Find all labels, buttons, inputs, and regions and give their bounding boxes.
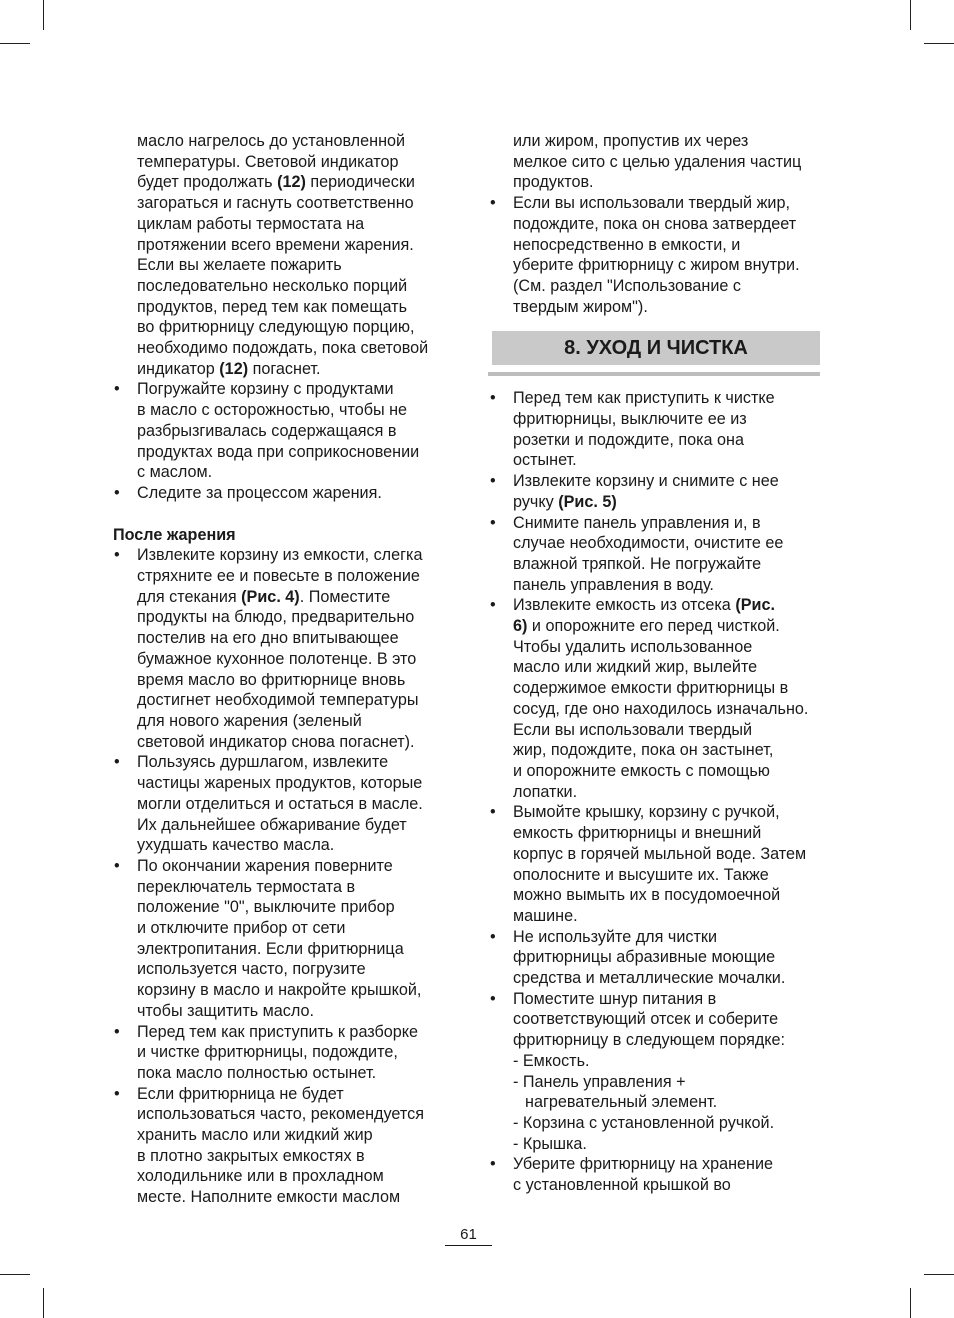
right-column: [489, 131, 825, 1196]
bullet-list: [489, 193, 825, 317]
section-title-text: 8. УХОД И ЧИСТКА: [564, 336, 748, 359]
crop-mark: [924, 1274, 954, 1275]
list-item: • Снимите панель управления и, в случае необходимости, очистите ее влажной тряпкой. Не погружайте панель управления в воду.: [490, 513, 784, 594]
list-item: • Не используйте для чистки фритюрницы абразивные моющие средства и металлические мочалки.: [490, 927, 786, 988]
bullet-icon: •: [114, 380, 120, 399]
intro-paragraph: масло нагрелось до установленной температуры. Световой индикатор будет продолжать (12) периодически загораться и гаснуть соответственно циклам работы термостата на протяжении всего времени жарения. Если вы желаете пожарить последовательно несколько порций продуктов, перед тем как помещать во фритюрницу следующую порцию, необходимо подождать, пока световой индикатор (12) погаснет.: [137, 132, 429, 378]
assembly-step: - Корзина с установленной ручкой.: [513, 1113, 775, 1132]
list-item: • Извлеките корзину и снимите с нее ручку (Рис. 5): [490, 472, 779, 511]
bold-reference: (12): [277, 173, 306, 192]
bold-reference: (Рис. 4): [241, 587, 300, 606]
section-title: [492, 331, 820, 365]
list-item: • Если фритюрница не будет использоваться часто, рекомендуется хранить масло или жидкий жир в плотно закрытых емкостях в холодильнике или в прохладном месте. Наполните емкости маслом: [114, 1084, 424, 1207]
list-item: • Следите за процессом жарения.: [114, 483, 382, 502]
bullet-icon: •: [114, 753, 120, 772]
subheading-after-frying: После жарения: [113, 525, 236, 544]
crop-mark: [43, 0, 44, 30]
crop-mark: [43, 1288, 44, 1318]
bullet-icon: •: [114, 1084, 120, 1103]
list-item: • Перед тем как приступить к чистке фритюрницы, выключите ее из розетки и подождите, пока она остынет.: [490, 389, 775, 470]
bullet-icon: •: [490, 389, 496, 408]
bullet-list: [489, 388, 825, 1051]
bullet-icon: •: [490, 513, 496, 532]
list-item: • По окончании жарения поверните переключатель термостата в положение "0", выключите прибор и отключите прибор от сети электропитания. Если фритюрница используется часто, погрузите корзину в масло и накройте крышкой, чтобы защитить масло.: [114, 856, 422, 1020]
assembly-step: - Панель управления +: [513, 1072, 686, 1091]
section-underline: [488, 372, 820, 376]
list-item: • Пользуясь дуршлагом, извлеките частицы жареных продуктов, которые могли отделиться и остаться в масле. Их дальнейшее обжаривание будет ухудшать качество масла.: [114, 753, 423, 855]
bullet-icon: •: [114, 483, 120, 502]
bullet-list: [113, 545, 453, 1208]
crop-mark: [0, 1274, 30, 1275]
bullet-icon: •: [490, 927, 496, 946]
bold-reference: (Рис. 5): [558, 492, 617, 511]
list-item: • Вымойте крышку, корзину с ручкой, емкость фритюрницы и внешний корпус в горячей мыльной воде. Затем ополосните и высушите их. Также можно вымыть их в посудомоечной машине.: [490, 803, 807, 925]
bullet-icon: •: [490, 803, 496, 822]
bullet-list: [113, 379, 453, 503]
crop-mark: [910, 1288, 911, 1318]
assembly-step: нагревательный элемент.: [525, 1093, 718, 1112]
bullet-icon: •: [114, 1022, 120, 1041]
page-number: 61: [445, 1226, 492, 1246]
bullet-icon: •: [490, 194, 496, 213]
assembly-list: [489, 1051, 825, 1155]
list-item: • Если вы использовали твердый жир, подождите, пока он снова затвердеет непосредственно в емкости, и уберите фритюрницу с жиром внутри. (См. раздел "Использование с твердым жиром").: [490, 194, 800, 316]
bullet-icon: •: [490, 596, 496, 615]
list-item: • Извлеките корзину из емкости, слегка стряхните ее и повесьте в положение для стекания (Рис. 4). Поместите продукты на блюдо, предварительно постелив на его дно впитывающее бумажное кухонное полотенце. В это время масло во фритюрнице вновь достигнет необходимой температуры для нового жарения (зеленый световой индикатор снова погаснет).: [114, 546, 423, 751]
bullet-list: [489, 1154, 825, 1195]
bullet-icon: •: [114, 546, 120, 565]
bullet-icon: •: [490, 989, 496, 1008]
list-item: • Поместите шнур питания в соответствующий отсек и соберите фритюрницу в следующем порядке:: [490, 989, 786, 1050]
bullet-icon: •: [490, 472, 496, 491]
bold-reference: (12): [219, 359, 249, 378]
assembly-step: - Емкость.: [513, 1051, 590, 1070]
bullet-icon: •: [114, 856, 120, 875]
crop-mark: [910, 0, 911, 30]
list-item: • Уберите фритюрницу на хранение с установленной крышкой во: [490, 1155, 774, 1195]
list-item: • Перед тем как приступить к разборке и чистке фритюрницы, подождите, пока масло полностью остынет.: [114, 1022, 419, 1082]
list-item: • Погружайте корзину с продуктами в масло с осторожностью, чтобы не разбрызгивалась содержащаяся в продуктах вода при соприкосновении с маслом.: [114, 380, 420, 482]
crop-mark: [924, 43, 954, 44]
bold-reference: 6): [513, 617, 528, 636]
bold-reference: (Рис.: [735, 596, 775, 615]
list-item: • Извлеките емкость из отсека (Рис. 6) и опорожните его перед чисткой. Чтобы удалить использованное масло или жидкий жир, вылейте содержимое емкости фритюрницы в сосуд, где оно находилось изначально. Если вы использовали твердый жир, подождите, пока он застынет, и опорожните емкость с помощью лопатки.: [490, 596, 809, 801]
intro-paragraph: или жиром, пропустив их через мелкое сито с целью удаления частиц продуктов.: [513, 132, 802, 192]
assembly-step: - Крышка.: [513, 1134, 587, 1153]
bullet-icon: •: [490, 1155, 496, 1174]
crop-mark: [0, 43, 30, 44]
left-column: [113, 131, 453, 1208]
